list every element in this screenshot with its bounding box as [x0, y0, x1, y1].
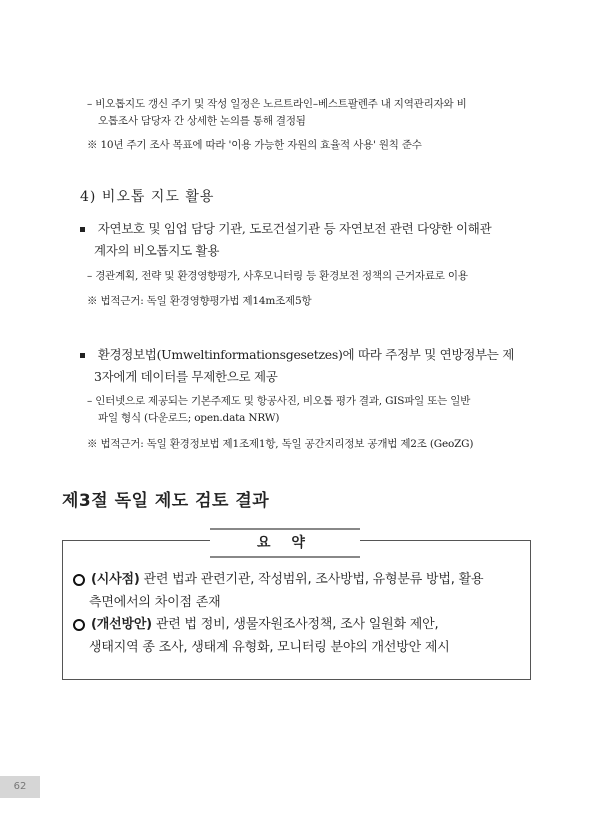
summary-item-text-line-2: 측면에서의 차이점 존재 [89, 595, 221, 610]
page-number: 62 [0, 776, 40, 798]
square-bullet-icon [80, 227, 85, 232]
summary-item-label: (시사점) [91, 572, 140, 587]
dash-line-1: – 인터넷으로 제공되는 기본주제도 및 항공사진, 비오톱 평가 결과, GIS파일 또는 일반 [87, 395, 471, 407]
section-heading-3: 제3절 독일 제도 검토 결과 [62, 491, 270, 511]
summary-item-implications [73, 568, 523, 614]
summary-title [210, 528, 360, 558]
summary-item-label: (개선방안) [91, 617, 152, 632]
bullet-item-stakeholders [80, 218, 520, 262]
circle-bullet-icon [73, 574, 85, 586]
summary-item-improvements [73, 613, 523, 659]
note-legal-basis-1: ※ 법적근거: 독일 환경영향평가법 제14m조제5항 [87, 295, 312, 307]
summary-item-text-line-2: 생태지역 종 조사, 생태계 유형화, 모니터링 분야의 개선방안 제시 [89, 640, 450, 655]
summary-item-text: 관련 법과 관련기관, 작성범위, 조사방법, 유형분류 방법, 활용 [139, 572, 484, 587]
dash-line-2: 파일 형식 (다운로드; open.data NRW) [98, 412, 280, 424]
note-legal-basis-2: ※ 법적근거: 독일 환경정보법 제1조제1항, 독일 공간지리정보 공개법 제2조 (GeoZG) [87, 438, 474, 450]
summary-item-text: 관련 법 정비, 생물자원조사정책, 조사 일원화 제안, [151, 617, 439, 632]
circle-bullet-icon [73, 619, 85, 631]
bullet-text-line-2: 3자에게 데이터를 무제한으로 제공 [94, 369, 278, 384]
dash-item-policy-basis: – 경관계획, 전략 및 환경영향평가, 사후모니터링 등 환경보전 정책의 근거자료로 이용 [87, 270, 468, 282]
summary-title-text: 요 약 [257, 535, 313, 551]
bullet-text-line-1: 환경정보법(Umweltinformationsgesetzes)에 따라 주정부 및 연방정부는 제 [97, 347, 514, 362]
dash-item-update-cycle [87, 96, 467, 130]
dash-line-1: – 비오톱지도 갱신 주기 및 작성 일정은 노르트라인–베스트팔렌주 내 지역관리자와 비 [87, 98, 467, 110]
dash-line-2: 오톱조사 담당자 간 상세한 논의를 통해 결정됨 [98, 115, 306, 127]
bullet-text-line-2: 계자의 비오톱지도 활용 [94, 243, 220, 258]
section-heading-4: 4) 비오톱 지도 활용 [80, 189, 215, 205]
bullet-item-environment-info-law [80, 344, 520, 388]
square-bullet-icon [80, 353, 85, 358]
note-efficient-use: ※ 10년 주기 조사 목표에 따라 '이용 가능한 자원의 효율적 사용' 원칙 준수 [87, 139, 422, 151]
bullet-text-line-1: 자연보호 및 임업 담당 기관, 도로건설기관 등 자연보전 관련 다양한 이해관 [97, 221, 492, 236]
dash-item-internet-data [87, 393, 470, 427]
